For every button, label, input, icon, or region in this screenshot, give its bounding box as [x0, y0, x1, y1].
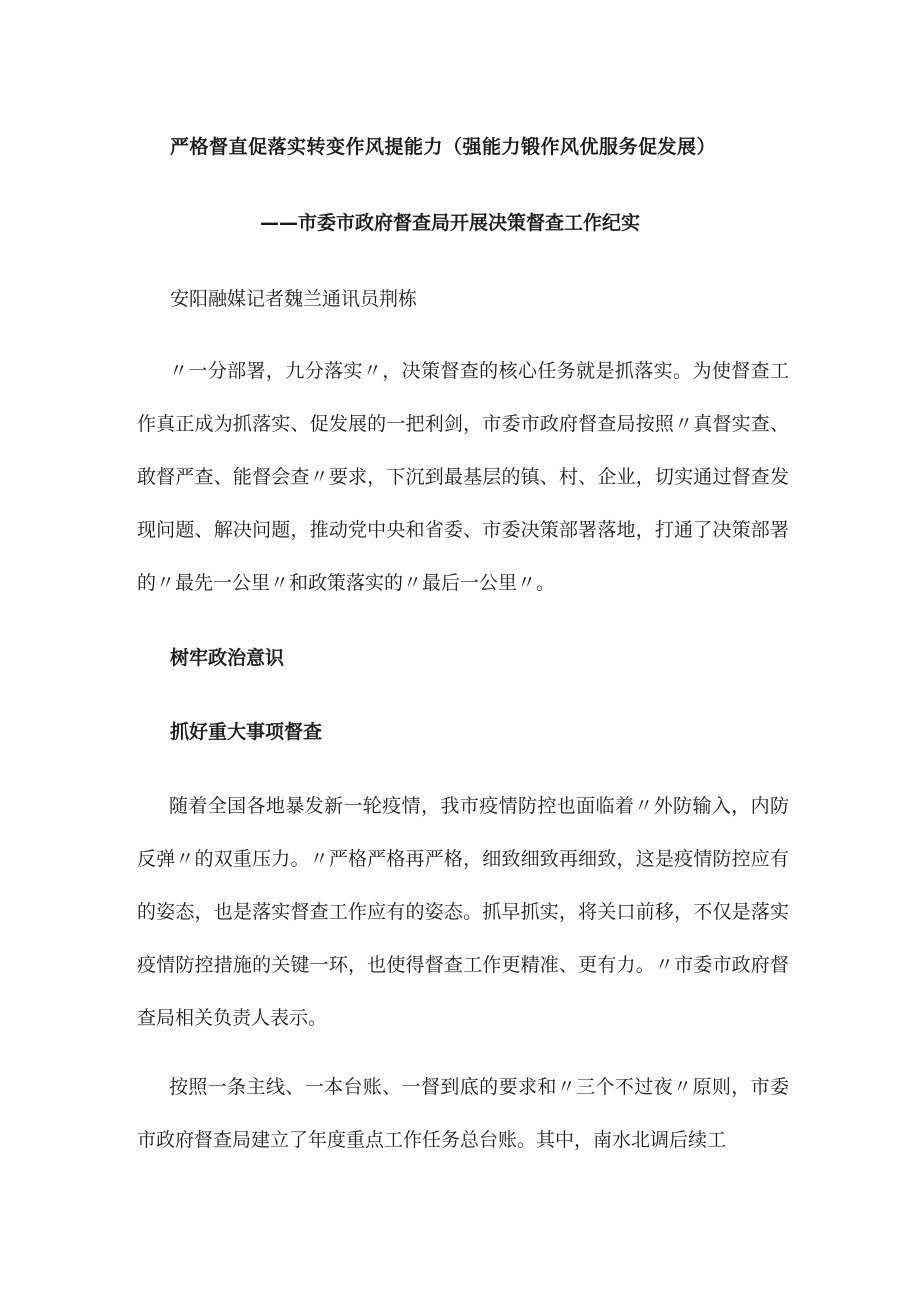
- section-heading-2: 抓好重大事项督查: [170, 721, 323, 743]
- paragraph-3: 按照一条主线、一本台账、一督到底的要求和〃三个不过夜〃原则，市委市政府督查局建立了年度重点工作任务总台账。其中，南水北调后续工: [137, 1076, 789, 1151]
- document-subtitle: ——市委市政府督查局开展决策督查工作纪实: [260, 212, 641, 234]
- paragraph-2: 随着全国各地暴发新一轮疫情，我市疫情防控也面临着〃外防输入，内防反弹〃的双重压力。〃严格严格再严格，细致细致再细致，这是疫情防控应有的姿态，也是落实督查工作应有的姿态。抓早抓实，将关口前移，不仅是落实疫情防控措施的关键一环，也使得督查工作更精准、更有力。〃市委市政府督查局相关负责人表示。: [137, 795, 789, 1029]
- document-title: 严格督直促落实转变作风提能力（强能力锻作风优服务促发展）: [170, 136, 717, 158]
- byline: 安阳融媒记者魏兰通讯员荆栋: [170, 288, 418, 310]
- section-heading-1: 树牢政治意识: [170, 647, 285, 669]
- paragraph-1: 〃一分部署，九分落实〃，决策督查的核心任务就是抓落实。为使督查工作真正成为抓落实、促发展的一把利剑，市委市政府督查局按照〃真督实查、敢督严查、能督会查〃要求，下沉到最基层的镇、村、企业，切实通过督查发现问题、解决问题，推动党中央和省委、市委决策部署落地，打通了决策部署的〃最先一公里〃和政策落实的〃最后一公里〃。: [137, 360, 789, 594]
